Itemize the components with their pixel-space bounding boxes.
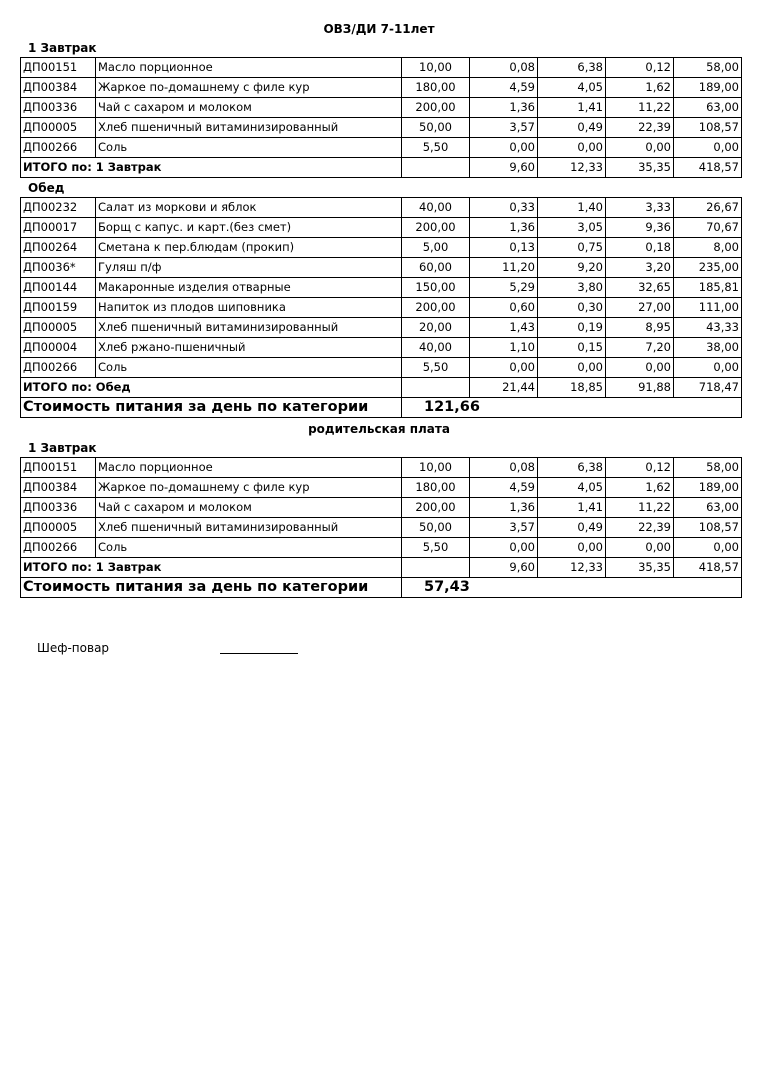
item-value-3: 0,12: [606, 458, 674, 478]
item-value-2: 0,49: [538, 118, 606, 138]
table-row: [21, 298, 742, 318]
item-value-1: 1,36: [470, 218, 538, 238]
section-label-lunch: Обед: [28, 181, 65, 195]
item-value-1: 0,00: [470, 138, 538, 158]
item-value-2: 3,05: [538, 218, 606, 238]
item-value-1: 0,13: [470, 238, 538, 258]
item-code: ДП00005: [21, 518, 96, 538]
item-weight: 60,00: [402, 258, 470, 278]
item-weight: 10,00: [402, 58, 470, 78]
item-value-3: 3,20: [606, 258, 674, 278]
item-value-3: 0,18: [606, 238, 674, 258]
item-name: Борщ с капус. и карт.(без смет): [96, 218, 402, 238]
lunch-table: [20, 197, 742, 418]
item-value-3: 0,00: [606, 138, 674, 158]
item-value-1: 1,43: [470, 318, 538, 338]
table-row: [21, 478, 742, 498]
item-value-3: 0,00: [606, 538, 674, 558]
total-label: ИТОГО по: 1 Завтрак: [21, 558, 402, 578]
item-weight: 5,50: [402, 538, 470, 558]
item-value-1: 0,60: [470, 298, 538, 318]
table-row: [21, 498, 742, 518]
item-weight: 200,00: [402, 298, 470, 318]
item-weight: 180,00: [402, 78, 470, 98]
item-value-1: 3,57: [470, 518, 538, 538]
parent-breakfast-table: [20, 457, 742, 598]
item-code: ДП00005: [21, 118, 96, 138]
item-value-2: 1,41: [538, 498, 606, 518]
item-code: ДП0036*: [21, 258, 96, 278]
total-value-4: 418,57: [674, 558, 742, 578]
item-value-4: 111,00: [674, 298, 742, 318]
item-weight: 5,50: [402, 358, 470, 378]
item-value-2: 0,19: [538, 318, 606, 338]
item-code: ДП00005: [21, 318, 96, 338]
item-code: ДП00232: [21, 198, 96, 218]
section-label-breakfast: 1 Завтрак: [28, 41, 97, 55]
item-value-3: 3,33: [606, 198, 674, 218]
table-row: [21, 78, 742, 98]
item-weight: 50,00: [402, 518, 470, 538]
item-value-3: 11,22: [606, 98, 674, 118]
item-name: Масло порционное: [96, 458, 402, 478]
total-value-2: 12,33: [538, 158, 606, 178]
item-name: Гуляш п/ф: [96, 258, 402, 278]
table-row: [21, 58, 742, 78]
table-row: [21, 118, 742, 138]
item-code: ДП00017: [21, 218, 96, 238]
item-value-2: 1,40: [538, 198, 606, 218]
total-value-3: 35,35: [606, 558, 674, 578]
item-value-3: 9,36: [606, 218, 674, 238]
table-row: [21, 318, 742, 338]
item-name: Хлеб пшеничный витаминизированный: [96, 118, 402, 138]
total-label: ИТОГО по: Обед: [21, 378, 402, 398]
item-value-4: 108,57: [674, 518, 742, 538]
total-value-2: 12,33: [538, 558, 606, 578]
document-title: ОВЗ/ДИ 7-11лет: [323, 22, 435, 36]
item-value-3: 0,00: [606, 358, 674, 378]
daily-cost-value: 121,66: [402, 398, 742, 418]
item-value-3: 27,00: [606, 298, 674, 318]
item-value-4: 63,00: [674, 98, 742, 118]
item-value-4: 0,00: [674, 138, 742, 158]
item-weight: 40,00: [402, 198, 470, 218]
item-value-2: 3,80: [538, 278, 606, 298]
total-weight-empty: [402, 378, 470, 398]
item-value-4: 189,00: [674, 478, 742, 498]
daily-cost-label: Стоимость питания за день по категории: [21, 578, 402, 598]
item-code: ДП00336: [21, 98, 96, 118]
total-row: [21, 378, 742, 398]
item-value-2: 6,38: [538, 458, 606, 478]
item-value-4: 58,00: [674, 458, 742, 478]
item-weight: 200,00: [402, 218, 470, 238]
item-code: ДП00384: [21, 78, 96, 98]
total-value-4: 418,57: [674, 158, 742, 178]
item-code: ДП00264: [21, 238, 96, 258]
item-value-3: 11,22: [606, 498, 674, 518]
table-row: [21, 458, 742, 478]
item-code: ДП00144: [21, 278, 96, 298]
item-value-1: 0,08: [470, 58, 538, 78]
item-value-2: 1,41: [538, 98, 606, 118]
table-row: [21, 338, 742, 358]
total-label: ИТОГО по: 1 Завтрак: [21, 158, 402, 178]
item-code: ДП00266: [21, 358, 96, 378]
item-value-4: 235,00: [674, 258, 742, 278]
table-row: [21, 198, 742, 218]
item-value-1: 0,08: [470, 458, 538, 478]
item-value-1: 3,57: [470, 118, 538, 138]
total-value-3: 35,35: [606, 158, 674, 178]
item-value-4: 108,57: [674, 118, 742, 138]
item-name: Сметана к пер.блюдам (прокип): [96, 238, 402, 258]
item-weight: 200,00: [402, 498, 470, 518]
item-value-4: 0,00: [674, 538, 742, 558]
item-weight: 20,00: [402, 318, 470, 338]
item-value-3: 22,39: [606, 118, 674, 138]
item-value-4: 185,81: [674, 278, 742, 298]
daily-cost-value: 57,43: [402, 578, 742, 598]
item-name: Соль: [96, 358, 402, 378]
item-code: ДП00266: [21, 138, 96, 158]
item-value-1: 1,36: [470, 498, 538, 518]
total-weight-empty: [402, 158, 470, 178]
item-value-4: 58,00: [674, 58, 742, 78]
item-value-2: 6,38: [538, 58, 606, 78]
item-value-4: 63,00: [674, 498, 742, 518]
parent-fee-heading: родительская плата: [308, 422, 450, 436]
item-name: Жаркое по-домашнему с филе кур: [96, 78, 402, 98]
item-name: Напиток из плодов шиповника: [96, 298, 402, 318]
item-code: ДП00159: [21, 298, 96, 318]
total-value-2: 18,85: [538, 378, 606, 398]
item-name: Хлеб пшеничный витаминизированный: [96, 518, 402, 538]
daily-cost-row: [21, 578, 742, 598]
table-row: [21, 278, 742, 298]
item-value-3: 1,62: [606, 78, 674, 98]
total-row: [21, 558, 742, 578]
daily-cost-row: [21, 398, 742, 418]
item-weight: 200,00: [402, 98, 470, 118]
item-code: ДП00151: [21, 458, 96, 478]
item-value-3: 22,39: [606, 518, 674, 538]
item-name: Чай с сахаром и молоком: [96, 98, 402, 118]
item-weight: 5,00: [402, 238, 470, 258]
item-code: ДП00336: [21, 498, 96, 518]
signature-line: [220, 653, 298, 654]
table-row: [21, 538, 742, 558]
table-row: [21, 218, 742, 238]
item-weight: 5,50: [402, 138, 470, 158]
daily-cost-label: Стоимость питания за день по категории: [21, 398, 402, 418]
item-weight: 10,00: [402, 458, 470, 478]
total-value-1: 21,44: [470, 378, 538, 398]
item-name: Хлеб ржано-пшеничный: [96, 338, 402, 358]
item-value-3: 8,95: [606, 318, 674, 338]
item-value-1: 11,20: [470, 258, 538, 278]
item-weight: 180,00: [402, 478, 470, 498]
item-name: Макаронные изделия отварные: [96, 278, 402, 298]
item-value-4: 38,00: [674, 338, 742, 358]
item-name: Жаркое по-домашнему с филе кур: [96, 478, 402, 498]
table-row: [21, 358, 742, 378]
item-value-4: 70,67: [674, 218, 742, 238]
item-value-1: 4,59: [470, 78, 538, 98]
item-value-1: 4,59: [470, 478, 538, 498]
item-value-3: 32,65: [606, 278, 674, 298]
item-value-1: 5,29: [470, 278, 538, 298]
item-value-2: 0,00: [538, 138, 606, 158]
signature-label: Шеф-повар: [37, 641, 110, 655]
item-value-2: 4,05: [538, 478, 606, 498]
table-row: [21, 258, 742, 278]
table-row: [21, 98, 742, 118]
item-value-1: 0,33: [470, 198, 538, 218]
item-value-4: 26,67: [674, 198, 742, 218]
item-value-2: 0,00: [538, 358, 606, 378]
item-value-3: 7,20: [606, 338, 674, 358]
total-weight-empty: [402, 558, 470, 578]
item-value-1: 1,10: [470, 338, 538, 358]
item-value-3: 1,62: [606, 478, 674, 498]
breakfast-table: [20, 57, 742, 178]
item-value-2: 0,15: [538, 338, 606, 358]
item-name: Хлеб пшеничный витаминизированный: [96, 318, 402, 338]
item-name: Соль: [96, 538, 402, 558]
item-name: Чай с сахаром и молоком: [96, 498, 402, 518]
item-value-4: 189,00: [674, 78, 742, 98]
item-code: ДП00384: [21, 478, 96, 498]
item-weight: 50,00: [402, 118, 470, 138]
total-row: [21, 158, 742, 178]
table-row: [21, 518, 742, 538]
item-value-2: 0,30: [538, 298, 606, 318]
item-value-3: 0,12: [606, 58, 674, 78]
total-value-4: 718,47: [674, 378, 742, 398]
item-value-4: 0,00: [674, 358, 742, 378]
item-name: Соль: [96, 138, 402, 158]
item-value-2: 0,49: [538, 518, 606, 538]
item-value-2: 4,05: [538, 78, 606, 98]
item-value-2: 9,20: [538, 258, 606, 278]
total-value-1: 9,60: [470, 158, 538, 178]
item-value-2: 0,00: [538, 538, 606, 558]
total-value-1: 9,60: [470, 558, 538, 578]
table-row: [21, 238, 742, 258]
item-weight: 40,00: [402, 338, 470, 358]
item-value-1: 1,36: [470, 98, 538, 118]
item-code: ДП00151: [21, 58, 96, 78]
item-name: Салат из моркови и яблок: [96, 198, 402, 218]
section-label-parent-breakfast: 1 Завтрак: [28, 441, 97, 455]
item-weight: 150,00: [402, 278, 470, 298]
item-code: ДП00266: [21, 538, 96, 558]
total-value-3: 91,88: [606, 378, 674, 398]
item-value-1: 0,00: [470, 358, 538, 378]
table-row: [21, 138, 742, 158]
item-code: ДП00004: [21, 338, 96, 358]
item-value-4: 8,00: [674, 238, 742, 258]
item-value-2: 0,75: [538, 238, 606, 258]
item-name: Масло порционное: [96, 58, 402, 78]
item-value-4: 43,33: [674, 318, 742, 338]
item-value-1: 0,00: [470, 538, 538, 558]
